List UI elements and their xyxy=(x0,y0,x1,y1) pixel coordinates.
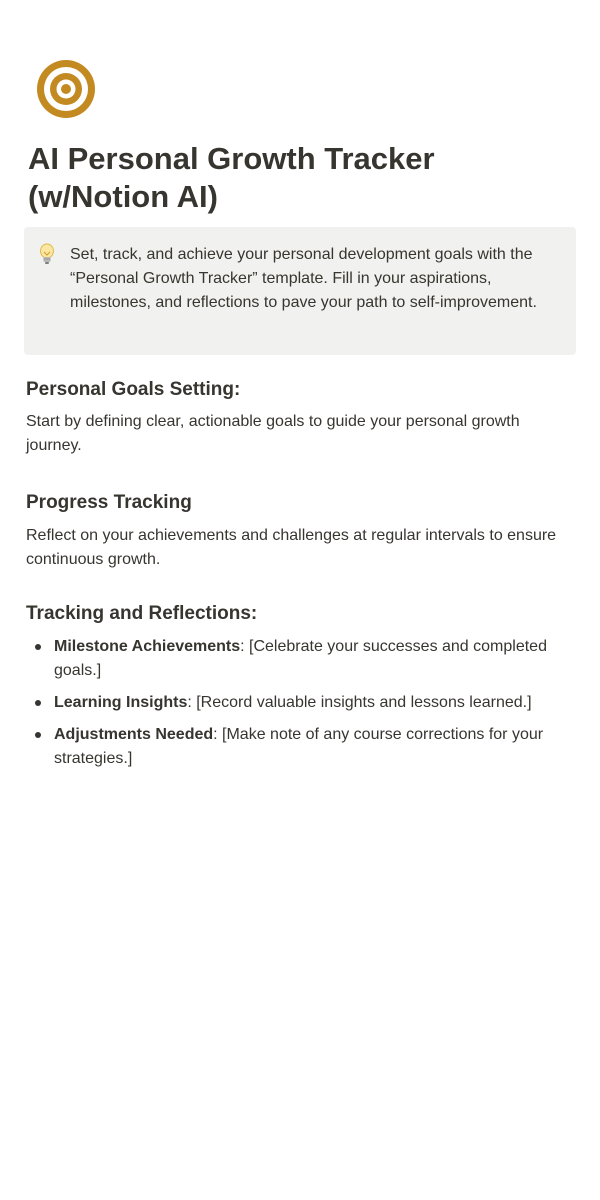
list-item-adjustments-needed[interactable] xyxy=(26,723,576,771)
bullet-dot xyxy=(35,732,41,738)
page-title[interactable] xyxy=(28,140,576,216)
list-item-milestone-achievements[interactable] xyxy=(26,635,576,683)
lightbulb-icon[interactable] xyxy=(38,243,56,265)
callout-text: Set, track, and achieve your personal development goals with the “Personal Growth Tracker” template. Fill in your aspirations, milestones, and reflections to pave your path to self-improvement. xyxy=(70,246,537,311)
list-item-learning-insights[interactable] xyxy=(26,691,576,715)
list-item-label: Milestone Achievements xyxy=(54,638,241,655)
paragraph-progress-tracking: Reflect on your achievements and challenges at regular intervals to ensure continuous growth. xyxy=(26,527,557,568)
list-item-label: Adjustments Needed xyxy=(54,726,214,743)
bullet-dot xyxy=(35,644,41,650)
paragraph-personal-goals-setting: Start by defining clear, actionable goals to guide your personal growth journey. xyxy=(26,413,520,454)
list-item-text: : [Make note of any course corrections for your strategies.] xyxy=(54,726,544,767)
list-item-text: : [Celebrate your successes and completed goals.] xyxy=(54,638,547,679)
heading-tracking-and-reflections: Tracking and Reflections: xyxy=(26,603,258,624)
target-icon[interactable] xyxy=(35,58,97,120)
callout-block[interactable] xyxy=(24,227,576,355)
list-item-text: : [Record valuable insights and lessons learned.] xyxy=(187,694,532,711)
list-item-label: Learning Insights xyxy=(54,694,188,711)
heading-progress-tracking: Progress Tracking xyxy=(26,492,192,513)
bullet-dot xyxy=(35,700,41,706)
bulleted-list xyxy=(26,635,576,779)
page-title-line-1: AI Personal Growth Tracker xyxy=(28,141,435,176)
page-title-line-2: (w/Notion AI) xyxy=(28,179,218,214)
heading-personal-goals-setting: Personal Goals Setting: xyxy=(26,379,241,400)
